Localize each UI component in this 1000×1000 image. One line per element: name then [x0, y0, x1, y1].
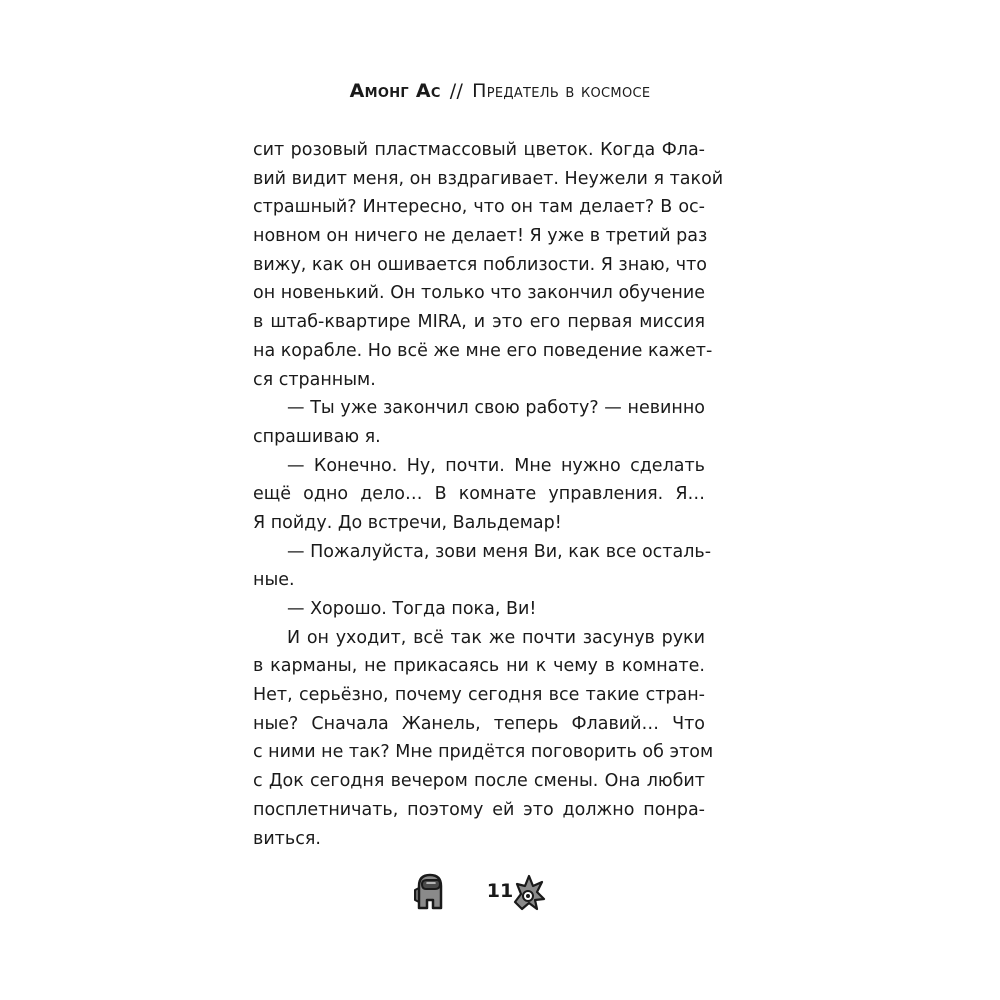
text-line: ещё одно дело… В комнате управления. Я…: [253, 484, 705, 505]
crewmate-icon: [413, 872, 447, 912]
text-line: И он уходит, всё так же почти засунув руки: [287, 627, 705, 648]
text-line: в штаб-квартире MIRA, и это его первая миссия: [253, 312, 705, 333]
text-line: — Ты уже закончил свою работу? — невинно: [287, 398, 705, 419]
text-line: — Хорошо. Тогда пока, Ви!: [287, 599, 537, 619]
text-line: ся странным.: [253, 369, 376, 390]
text-line: ные? Сначала Жанель, теперь Флавий… Что: [253, 713, 705, 734]
running-header: [0, 80, 1000, 102]
text-line: Я пойду. До встречи, Вальдемар!: [253, 512, 562, 533]
text-line: Нет, серьёзно, почему сегодня все такие стран-: [253, 685, 705, 706]
text-line: — Конечно. Ну, почти. Мне нужно сделать: [287, 455, 705, 476]
text-line: на корабле. Но всё же мне его поведение кажет-: [253, 340, 713, 361]
text-line: — Пожалуйста, зови меня Ви, как все осталь-: [287, 541, 712, 562]
text-line: с Док сегодня вечером после смены. Она любит: [253, 771, 705, 792]
page-footer: [0, 872, 1000, 916]
text-line: сит розовый пластмассовый цветок. Когда Фла-: [253, 140, 705, 160]
text-line: с ними не так? Мне придётся поговорить об этом: [253, 742, 714, 763]
header-separator: //: [449, 80, 464, 102]
body-text: [253, 136, 724, 853]
text-line: спрашиваю я.: [253, 426, 381, 447]
text-line: ные.: [253, 570, 295, 591]
dead-crewmate-icon: [511, 872, 547, 912]
text-line: страшный? Интересно, что он там делает? В ос-: [253, 197, 705, 218]
series-title: Амонг Ас: [349, 80, 441, 102]
text-line: новном он ничего не делает! Я уже в третий раз: [253, 226, 708, 247]
text-line: виться.: [253, 828, 321, 849]
text-line: посплетничать, поэтому ей это должно понра-: [253, 799, 705, 820]
text-line: в карманы, не прикасаясь ни к чему в комнате.: [253, 656, 705, 677]
text-line: вий видит меня, он вздрагивает. Неужели я такой: [253, 168, 724, 189]
page-number: 11: [486, 880, 514, 902]
book-title: Предатель в космосе: [472, 80, 651, 102]
text-line: вижу, как он ошивается поблизости. Я знаю, что: [253, 254, 707, 275]
text-line: он новенький. Он только что закончил обучение: [253, 283, 705, 304]
